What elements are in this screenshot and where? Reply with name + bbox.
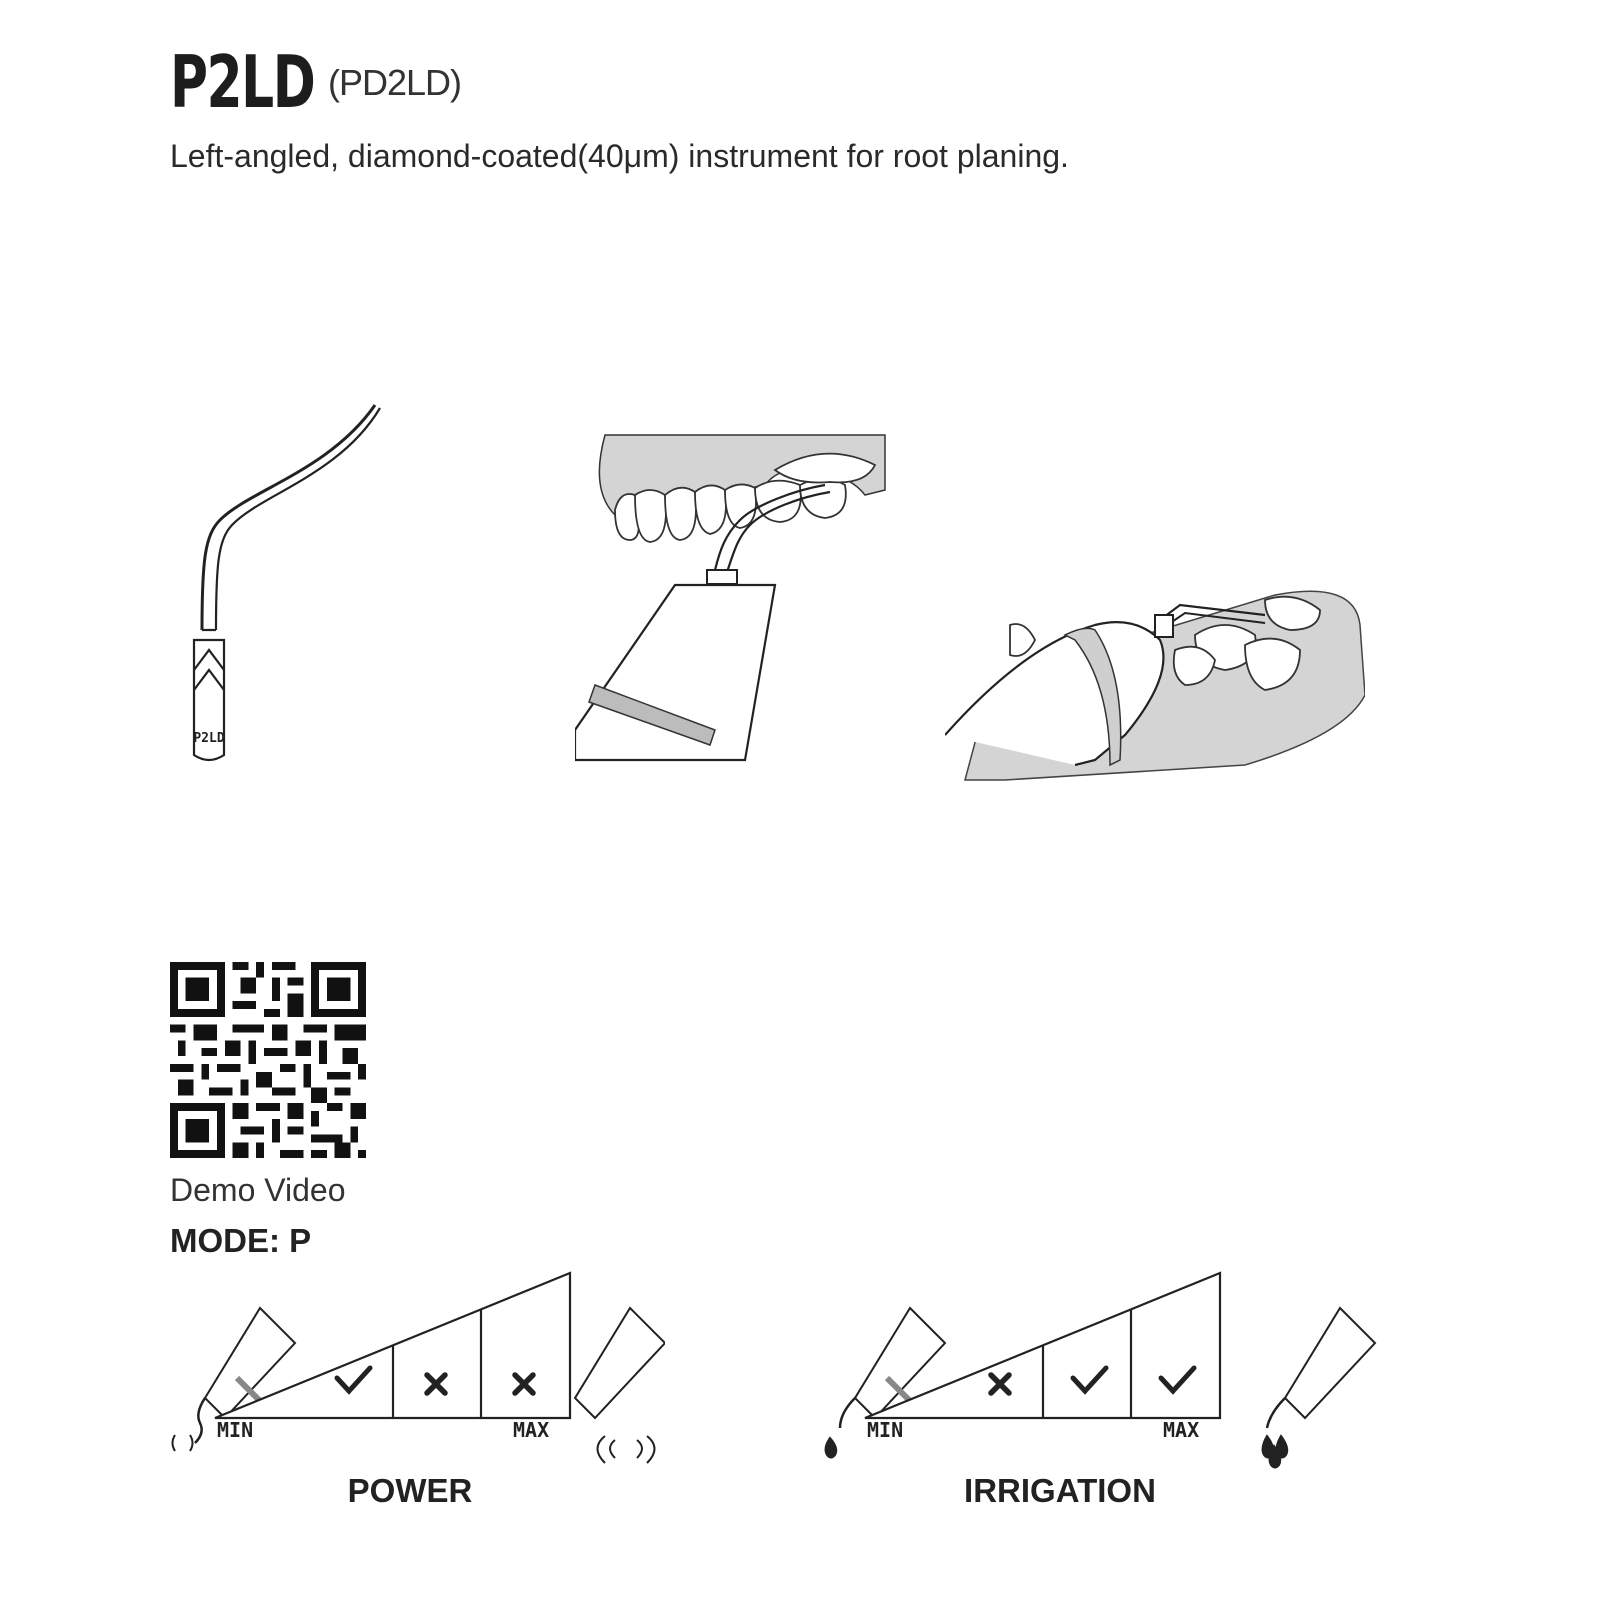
power-label: POWER	[347, 1472, 473, 1509]
front-teeth-usage-illustration	[575, 430, 895, 780]
product-description: Left-angled, diamond-coated(40μm) instrument for root planing.	[170, 138, 1069, 174]
model-code: P2LD	[170, 40, 315, 124]
alt-model-code: (PD2LD)	[328, 62, 462, 103]
mode-label: MODE: P	[170, 1222, 312, 1259]
demo-video-qr-code[interactable]	[170, 962, 366, 1158]
power-gauge	[165, 1268, 665, 1538]
posterior-teeth-usage-illustration	[945, 585, 1365, 785]
handpiece-high-irrigation-icon	[1263, 1308, 1375, 1468]
power-max-label: MAX	[513, 1418, 550, 1442]
tip-engraving: P2LD	[193, 731, 225, 746]
product-title	[170, 40, 462, 124]
irrigation-label: IRRIGATION	[964, 1472, 1156, 1509]
handpiece-high-icon	[575, 1308, 665, 1463]
irrigation-gauge	[815, 1268, 1405, 1538]
irrigation-min-label: MIN	[867, 1418, 904, 1442]
irrigation-max-label: MAX	[1163, 1418, 1200, 1442]
power-min-label: MIN	[217, 1418, 254, 1442]
qr-caption: Demo Video	[170, 1172, 346, 1208]
scaler-tip-illustration	[180, 400, 410, 780]
